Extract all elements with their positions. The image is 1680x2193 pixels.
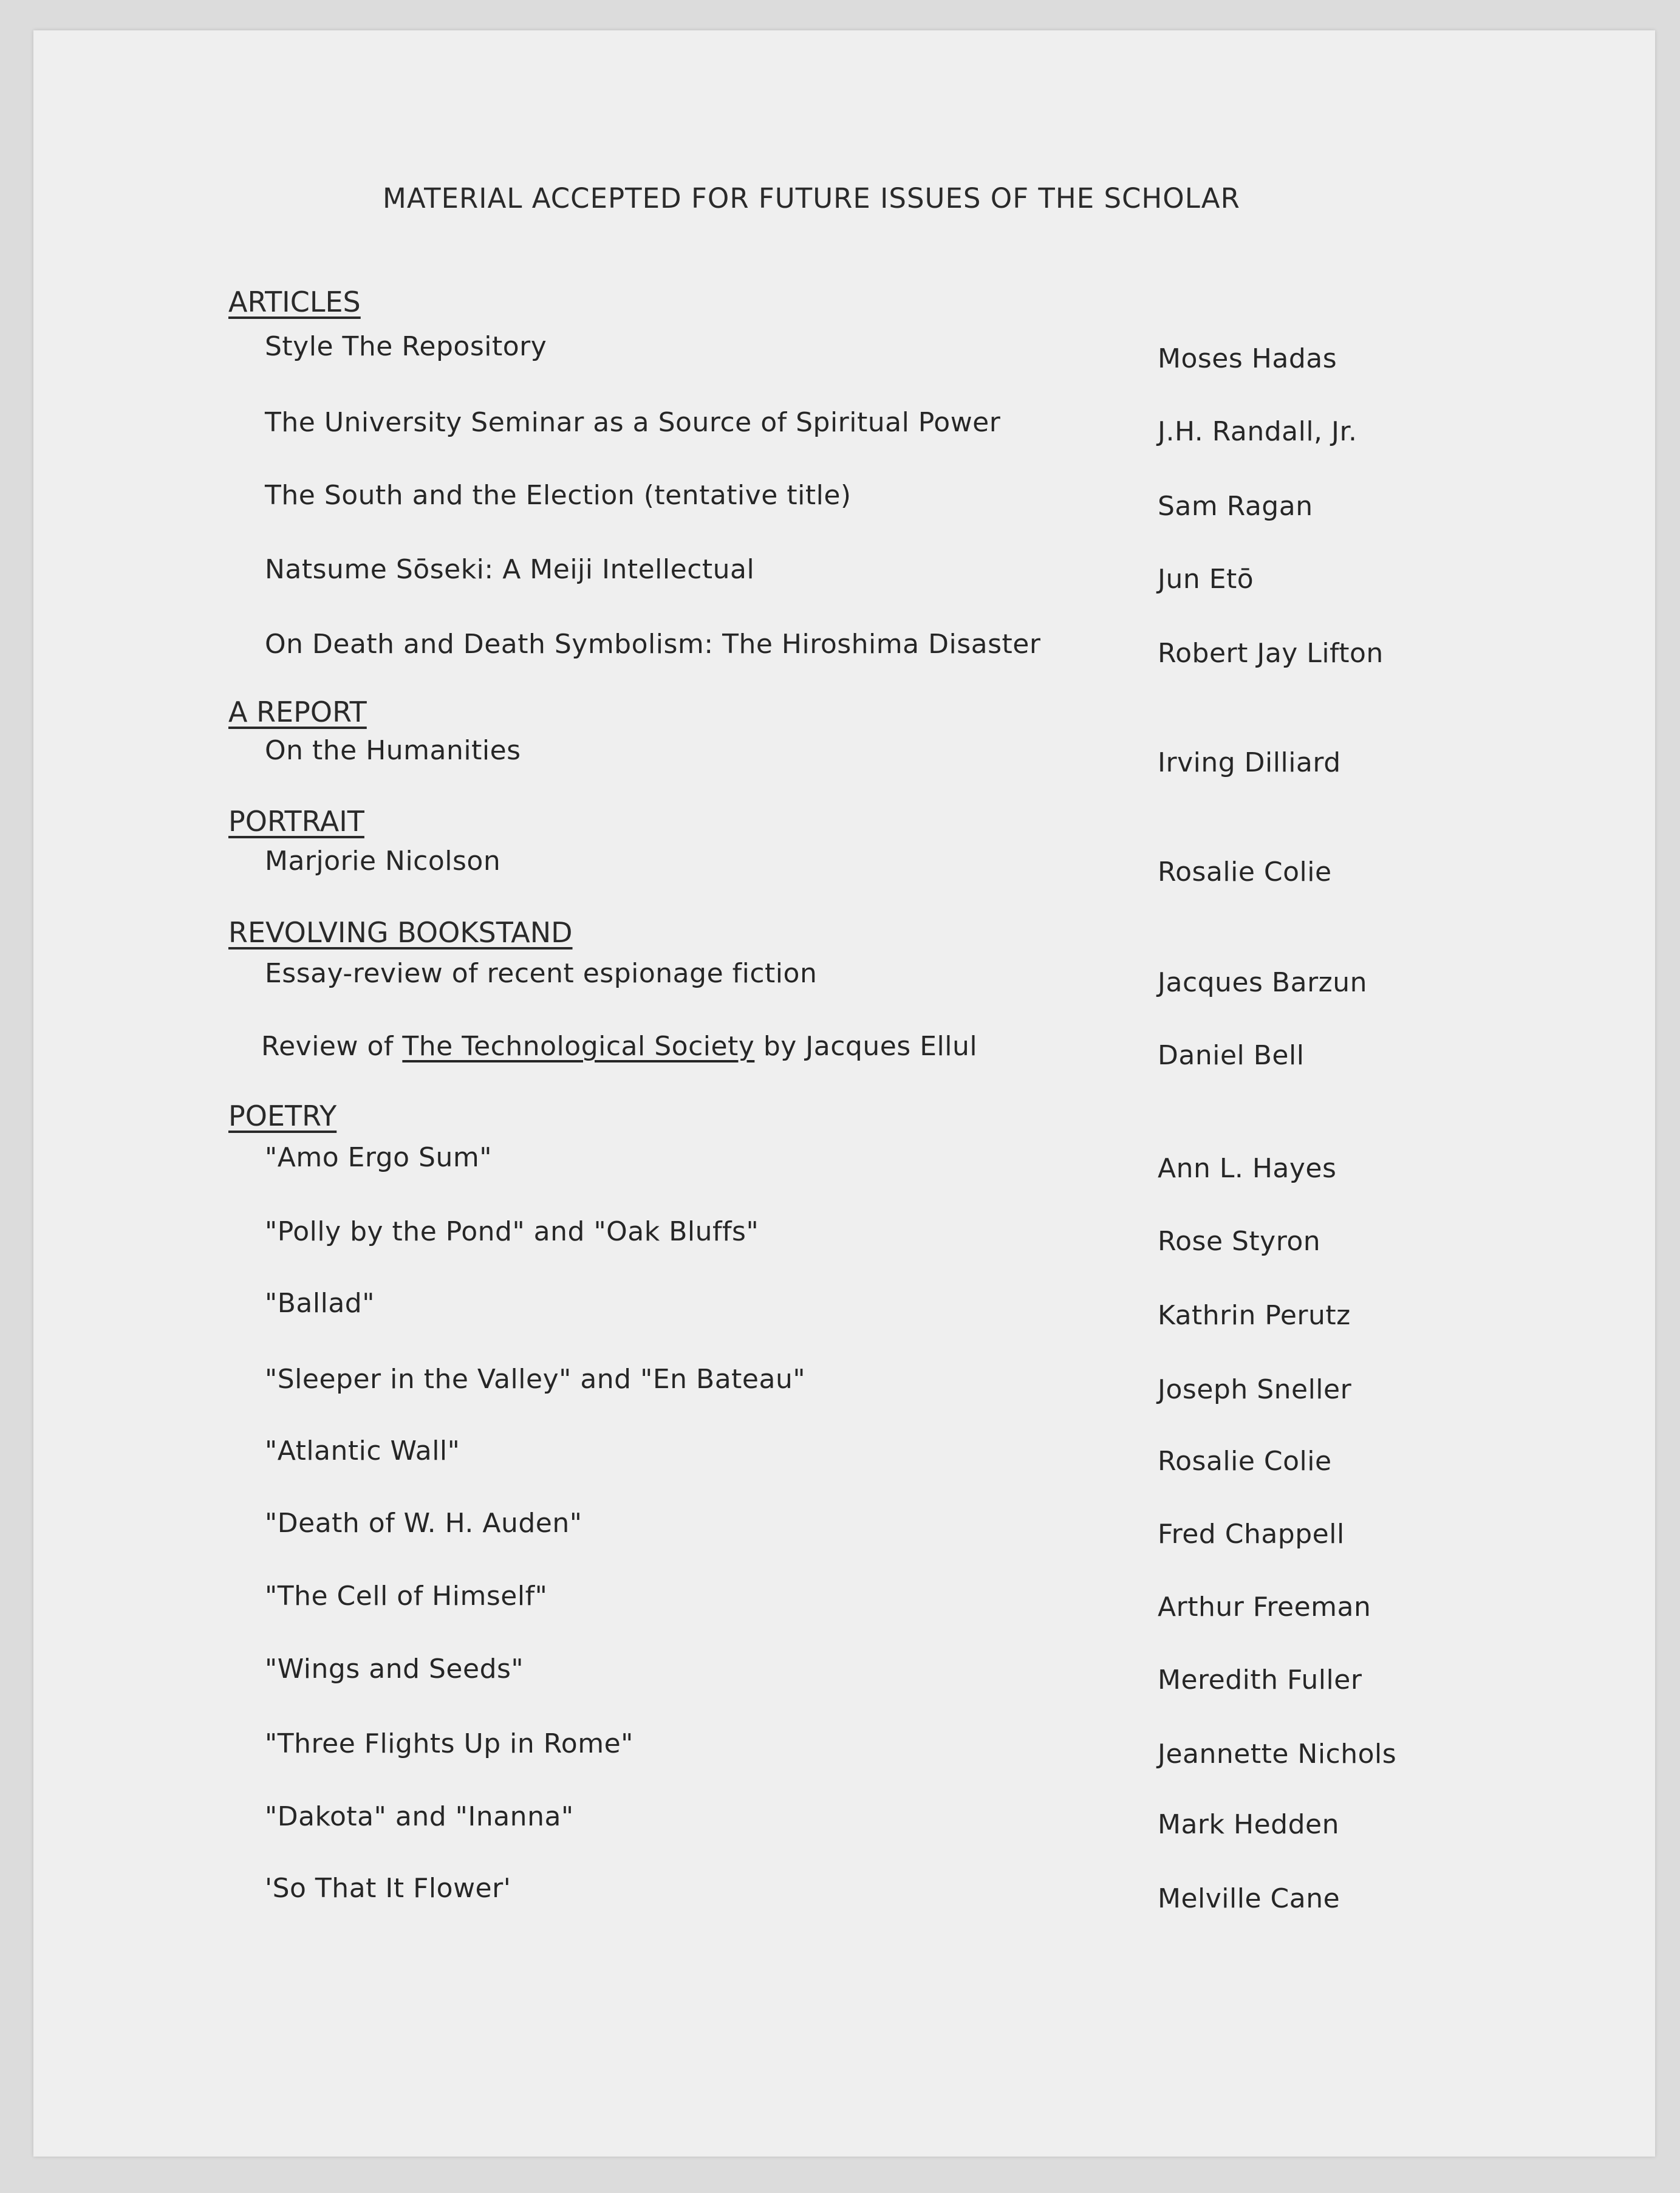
section-heading-report: A REPORT <box>228 696 367 728</box>
list-item-title: 'So That It Flower' <box>265 1873 511 1904</box>
list-item-author: Daniel Bell <box>1158 1040 1305 1071</box>
list-item-title: Marjorie Nicolson <box>265 846 501 877</box>
section-heading-portrait: PORTRAIT <box>228 805 364 838</box>
list-item-title: "Wings and Seeds" <box>265 1654 524 1685</box>
list-item-author: Kathrin Perutz <box>1158 1300 1351 1331</box>
title-prefix: Review of <box>261 1031 403 1062</box>
list-item-author: J.H. Randall, Jr. <box>1158 416 1357 447</box>
list-item-title: On the Humanities <box>265 735 521 766</box>
title-suffix: by Jacques Ellul <box>754 1031 978 1062</box>
list-item-title: The University Seminar as a Source of Spiritual Power <box>265 407 1001 438</box>
list-item-author: Rose Styron <box>1158 1226 1321 1257</box>
list-item-title: "Polly by the Pond" and "Oak Bluffs" <box>265 1216 759 1247</box>
section-heading-poetry: POETRY <box>228 1100 337 1132</box>
list-item-author: Meredith Fuller <box>1158 1664 1362 1695</box>
list-item-author: Irving Dilliard <box>1158 747 1341 778</box>
list-item-author: Jun Etō <box>1158 564 1254 595</box>
list-item-title: "Ballad" <box>265 1288 375 1319</box>
list-item-author: Fred Chappell <box>1158 1519 1345 1550</box>
list-item-title: "Dakota" and "Inanna" <box>265 1801 574 1832</box>
list-item-author: Sam Ragan <box>1158 491 1313 522</box>
section-heading-bookstand: REVOLVING BOOKSTAND <box>228 916 573 949</box>
list-item-author: Arthur Freeman <box>1158 1592 1371 1623</box>
list-item-title: Natsume Sōseki: A Meiji Intellectual <box>265 554 755 585</box>
list-item-author: Ann L. Hayes <box>1158 1153 1337 1184</box>
list-item-author: Mark Hedden <box>1158 1809 1339 1840</box>
list-item-author: Jacques Barzun <box>1158 967 1368 998</box>
list-item-title: Essay-review of recent espionage fiction <box>265 958 818 989</box>
book-title: The Technological Society <box>402 1031 755 1062</box>
section-heading-articles: ARTICLES <box>228 286 361 318</box>
list-item-title: "Amo Ergo Sum" <box>265 1142 492 1173</box>
list-item-title: "Three Flights Up in Rome" <box>265 1728 633 1759</box>
list-item-author: Rosalie Colie <box>1158 857 1332 888</box>
list-item-title: "Sleeper in the Valley" and "En Bateau" <box>265 1364 806 1395</box>
list-item-title <box>261 1031 977 1062</box>
list-item-author: Moses Hadas <box>1158 343 1337 374</box>
list-item-title: On Death and Death Symbolism: The Hiroshima Disaster <box>265 629 1041 660</box>
list-item-author: Rosalie Colie <box>1158 1446 1332 1477</box>
list-item-title: The South and the Election (tentative title) <box>265 480 852 511</box>
list-item-author: Jeannette Nichols <box>1158 1739 1397 1770</box>
list-item-title: "The Cell of Himself" <box>265 1581 548 1612</box>
list-item-author: Joseph Sneller <box>1158 1374 1352 1405</box>
page-title: MATERIAL ACCEPTED FOR FUTURE ISSUES OF THE SCHOLAR <box>383 182 1240 214</box>
list-item-title: Style The Repository <box>265 331 547 362</box>
list-item-title: "Death of W. H. Auden" <box>265 1508 582 1539</box>
list-item-author: Robert Jay Lifton <box>1158 638 1384 669</box>
list-item-author: Melville Cane <box>1158 1883 1340 1914</box>
list-item-title: "Atlantic Wall" <box>265 1435 460 1466</box>
